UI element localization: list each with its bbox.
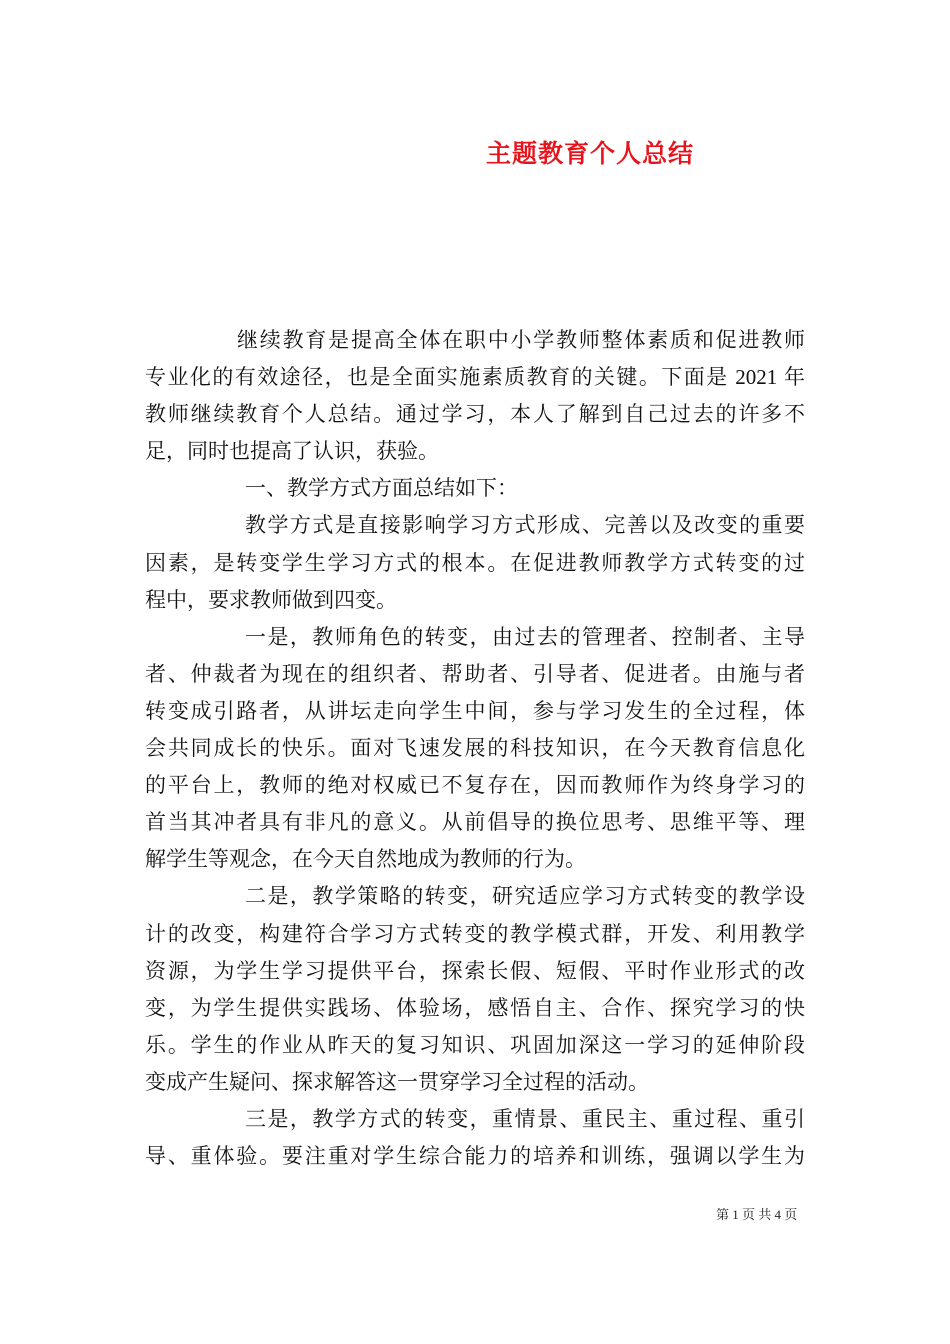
text-line: 二是，教学策略的转变，研究适应学习方式转变的教学设: [245, 884, 805, 909]
text-line: 解学生等观念，在今天自然地成为教师的行为。: [145, 847, 586, 872]
text-line: 变成产生疑问、探求解答这一贯穿学习全过程的活动。: [145, 1069, 649, 1094]
paragraph: [145, 878, 805, 1101]
text-line: 教师继续教育个人总结。通过学习，本人了解到自己过去的许多不: [145, 402, 805, 427]
text-line: 导、重体验。要注重对学生综合能力的培养和训练，强调以学生为: [145, 1144, 805, 1169]
text-line: 一是，教师角色的转变，由过去的管理者、控制者、主导: [245, 624, 805, 649]
paragraph: [145, 507, 805, 618]
text-line: 资源，为学生学习提供平台，探索长假、短假、平时作业形式的改: [145, 958, 805, 983]
text-line: 一、教学方式方面总结如下：: [245, 476, 518, 501]
page-number: 第 1 页 共 4 页: [716, 1207, 798, 1222]
text-line: 转变成引路者，从讲坛走向学生中间，参与学习发生的全过程，体: [145, 698, 805, 723]
text-line: 三是，教学方式的转变，重情景、重民主、重过程、重引: [245, 1106, 805, 1131]
paragraph: [145, 470, 805, 507]
text-line: 乐。学生的作业从昨天的复习知识、巩固加深这一学习的延伸阶段: [145, 1032, 805, 1057]
document-body: [145, 322, 805, 1175]
text-line: 专业化的有效途径，也是全面实施素质教育的关键。下面是 2021 年: [145, 365, 805, 390]
text-line: 程中，要求教师做到四变。: [145, 587, 397, 612]
text-line: 的平台上，教师的绝对权威已不复存在，因而教师作为终身学习的: [145, 773, 805, 798]
text-line: 变，为学生提供实践场、体验场，感悟自主、合作、探究学习的快: [145, 995, 805, 1020]
paragraph: [145, 322, 805, 470]
text-line: 者、仲裁者为现在的组织者、帮助者、引导者、促进者。由施与者: [145, 661, 805, 686]
text-line: 足，同时也提高了认识，获验。: [145, 439, 439, 464]
text-line: 因素，是转变学生学习方式的根本。在促进教师教学方式转变的过: [145, 550, 805, 575]
document-title: 主题教育个人总结: [485, 141, 694, 168]
text-line: 会共同成长的快乐。面对飞速发展的科技知识，在今天教育信息化: [145, 736, 805, 761]
text-line: 计的改变，构建符合学习方式转变的教学模式群，开发、利用教学: [145, 921, 805, 946]
text-line: 教学方式是直接影响学习方式形成、完善以及改变的重要: [245, 513, 805, 538]
paragraph: [145, 619, 805, 879]
text-line: 继续教育是提高全体在职中小学教师整体素质和促进教师: [237, 328, 805, 352]
paragraph: [145, 1101, 805, 1175]
text-line: 首当其冲者具有非凡的意义。从前倡导的换位思考、思维平等、理: [145, 810, 805, 835]
